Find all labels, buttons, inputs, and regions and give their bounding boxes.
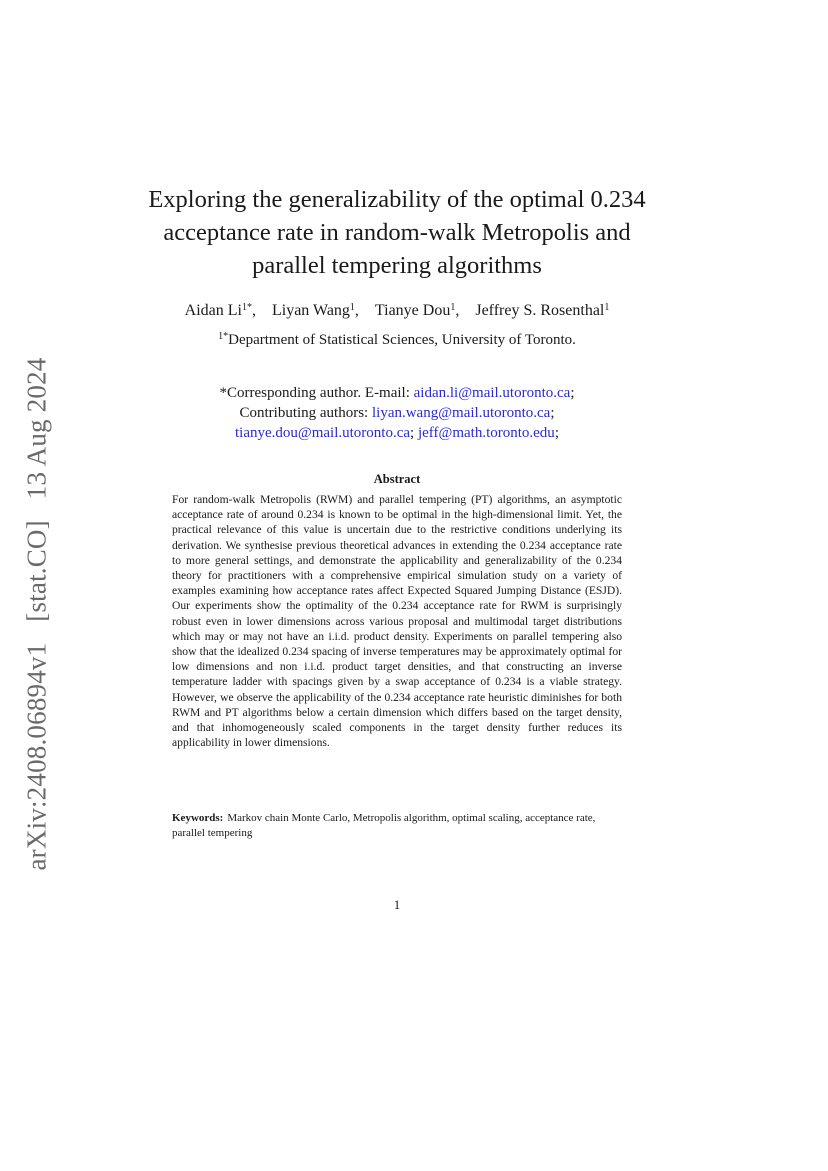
corresponding-author-line: *Corresponding author. E-mail: aidan.li@mail.utoronto.ca; (219, 385, 575, 401)
title-line-3: parallel tempering algorithms (252, 252, 542, 279)
affiliation-mark: 1* (218, 331, 229, 342)
title-line-1: Exploring the generalizability of the optimal 0.234 (148, 186, 646, 213)
title-line-2: acceptance rate in random-walk Metropolis and (163, 219, 631, 246)
email-link-li[interactable]: aidan.li@mail.utoronto.ca (413, 385, 571, 401)
author-wang: Liyan Wang$^1$, (271, 302, 359, 319)
page-number: 1 (393, 897, 401, 912)
author-li: Aidan $Li^{1*}$, (184, 302, 256, 319)
arxiv-category: [stat.CO] (21, 520, 52, 622)
keywords-text: Markov chain Monte Carlo, Metropolis algorithm, optimal scaling, acceptance rate, parallel tempering (172, 812, 596, 839)
email-link-dou[interactable]: tianye.dou@mail.utoronto.ca (235, 425, 411, 441)
paper-title (130, 183, 664, 282)
contact-block (130, 383, 664, 443)
author-dou: Tianye Dou$^1$, (374, 302, 460, 319)
email-link-wang[interactable]: liyan.wang@mail.utoronto.ca (371, 405, 551, 421)
abstract-heading: Abstract (373, 472, 421, 486)
keywords-label: Keywords: (172, 812, 224, 824)
affiliation (130, 330, 664, 350)
contributing-authors-line-2: tianye.dou@mail.utoronto.ca; jeff@math.toronto.edu; (235, 425, 559, 441)
arxiv-id: arXiv:2408.06894v1 (21, 642, 52, 871)
abstract-body: For random-walk Metropolis (RWM) and parallel tempering (PT) algorithms, an asymptotic acceptance rate of around 0.234 is known to be optimal in the high-dimensional limit. Yet, the practical relevance of this value is uncertain due to the restrictive conditions underlying its derivation. We synthesise previous theoretical advances in extending the 0.234 acceptance rate to more general settings, and demonstrate the applicability and generalizability of the 0.234 theory for practitioners with a comprehensive empirical simulation study on a variety of examples examining how acceptance rates affect Expected Squared Jumping Distance (ESJD). Our experiments show the optimality of the 0.234 acceptance rate for RWM is surprisingly robust even in lower dimensions across various proposal and multimodal target distributions which may or may not have an i.i.d. product density. Experiments on parallel tempering also show that the idealized 0.234 spacing of inverse temperatures may be approximately optimal for low dimensions and non i.i.d. product target densities, and that constructing an inverse temperature ladder with spacings given by a swap acceptance of 0.234 is a viable strategy. However, we observe the applicability of the 0.234 acceptance rate heuristic diminishes for both RWM and PT algorithms below a certain dimension which differs based on the target density, and that inhomogeneously scaled components in the target density further reduces its applicability in lower dimensions. (172, 493, 622, 750)
author-rosenthal: Jeffrey S. Rosenthal$^1$ (475, 302, 610, 319)
arxiv-identifier-stamp (22, 344, 53, 871)
affiliation-text: Department of Statistical Sciences, University of Toronto. (228, 332, 576, 348)
arxiv-date: 13 Aug 2024 (21, 357, 52, 500)
keywords (172, 811, 622, 840)
author-list (130, 300, 664, 322)
email-link-rosenthal[interactable]: jeff@math.toronto.edu (417, 425, 555, 441)
contributing-authors-line: Contributing authors: liyan.wang@mail.utoronto.ca; (239, 405, 555, 421)
